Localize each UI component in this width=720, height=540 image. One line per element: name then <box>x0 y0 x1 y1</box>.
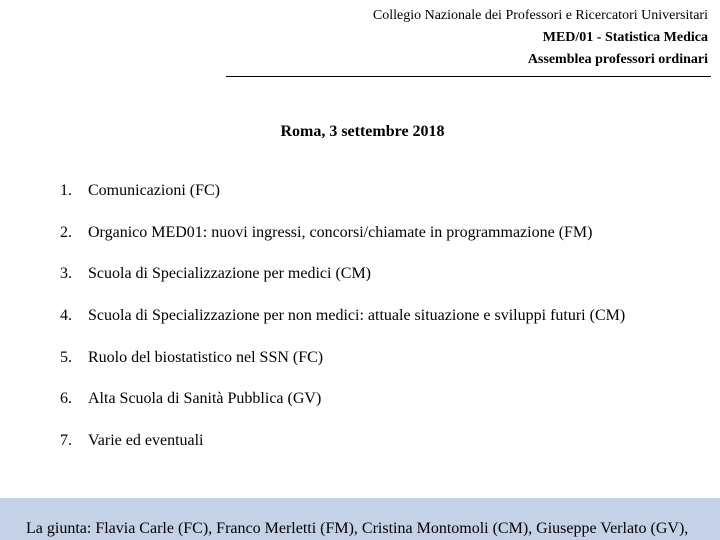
agenda-item <box>60 263 625 305</box>
footer-band <box>0 498 720 540</box>
header-assembly: Assemblea professori ordinari <box>527 52 708 67</box>
agenda-item-number: 4. <box>60 307 72 325</box>
agenda-item-number: 6. <box>60 390 72 408</box>
agenda-item <box>60 388 625 430</box>
agenda-item <box>60 430 625 472</box>
header-sector: MED/01 - Statistica Medica <box>542 30 708 45</box>
agenda-item-number: 2. <box>60 223 72 241</box>
agenda-item-text: Organico MED01: nuovi ingressi, concorsi/chiamate in programmazione (FM) <box>88 223 593 241</box>
header-divider <box>226 76 711 77</box>
agenda-item <box>60 180 625 222</box>
meeting-date: Roma, 3 settembre 2018 <box>280 123 445 140</box>
agenda-item-number: 3. <box>60 265 72 283</box>
agenda-item <box>60 305 625 347</box>
header-institution: Collegio Nazionale dei Professori e Ricercatori Universitari <box>372 8 708 23</box>
agenda-list <box>60 180 625 472</box>
agenda-item-text: Scuola di Specializzazione per medici (CM) <box>88 265 372 283</box>
agenda-item <box>60 222 625 264</box>
agenda-item-number: 1. <box>60 182 72 199</box>
agenda-item-text: Comunicazioni (FC) <box>88 182 220 199</box>
agenda-item-text: Ruolo del biostatistico nel SSN (FC) <box>88 348 324 366</box>
agenda-item-text: Scuola di Specializzazione per non medici: attuale situazione e sviluppi futuri (CM) <box>88 307 626 325</box>
agenda-item-text: Alta Scuola di Sanità Pubblica (GV) <box>88 390 322 408</box>
document-header <box>208 5 708 71</box>
footer-committee-text: La giunta: Flavia Carle (FC), Franco Merletti (FM), Cristina Montomoli (CM), Giuseppe Verlato (GV), <box>26 520 689 537</box>
agenda-item-number: 7. <box>60 432 72 450</box>
agenda-item-number: 5. <box>60 348 72 366</box>
agenda-item <box>60 347 625 389</box>
agenda-item-text: Varie ed eventuali <box>88 432 204 450</box>
